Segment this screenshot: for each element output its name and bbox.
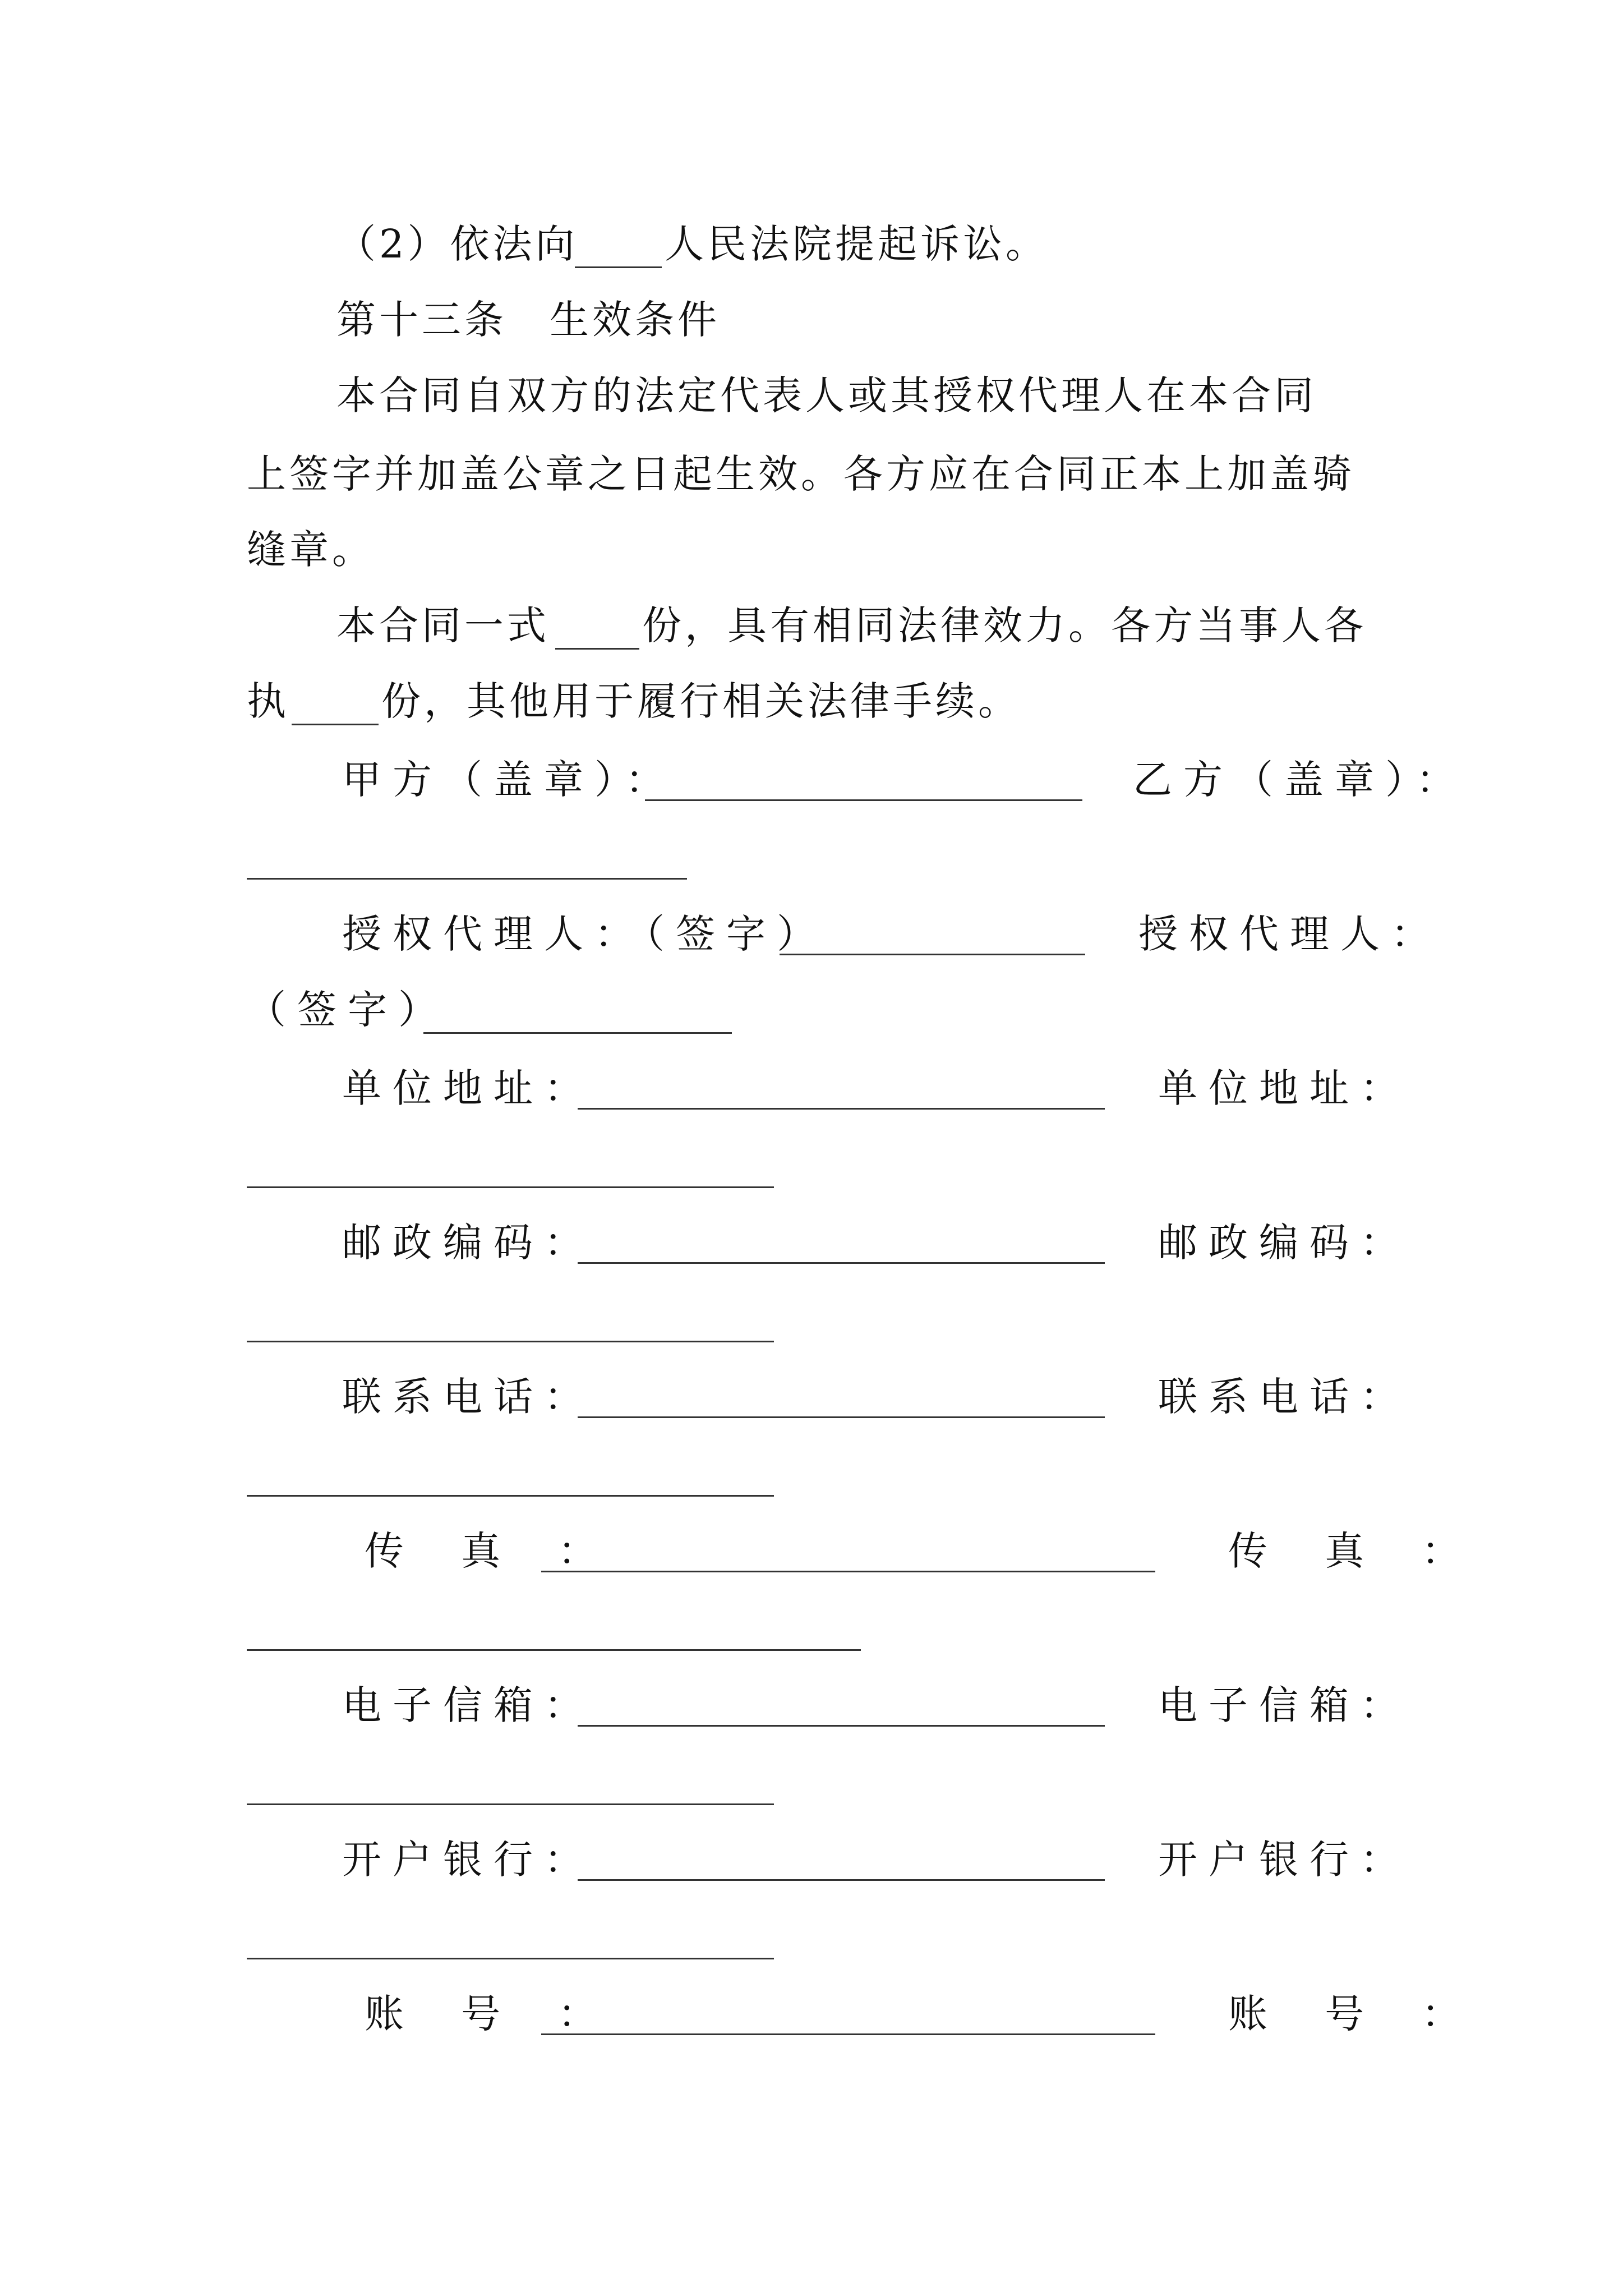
agent-b-signature-blank[interactable] [423, 1032, 732, 1034]
phone-b-label: 联系电话： [1158, 1374, 1410, 1420]
copies-each-suffix: 份，其他用于履行相关法律手续。 [381, 678, 1021, 724]
account-b-label: 账 号 ： [1228, 1991, 1483, 2037]
email-b-blank[interactable] [247, 1803, 774, 1805]
agent-a-signature-blank[interactable] [780, 954, 1085, 955]
court-name-blank [575, 266, 662, 268]
postcode-b-label: 邮政编码： [1158, 1220, 1410, 1266]
phone-a-blank[interactable] [578, 1416, 1105, 1418]
address-b-label: 单位地址： [1158, 1065, 1410, 1111]
agent-b-sign-label: （签字） [247, 987, 449, 1033]
effective-paragraph-line3: 缝章。 [247, 527, 375, 573]
fax-b-blank[interactable] [247, 1649, 861, 1651]
fax-a-label: 传 真 ： [365, 1528, 620, 1574]
effective-paragraph-line1: 本合同自双方的法定代表人或其授权代理人在本合同 [336, 372, 1317, 418]
account-a-label: 账 号 ： [365, 1991, 620, 2037]
postcode-b-blank[interactable] [247, 1341, 774, 1342]
copies-count-blank [555, 648, 639, 650]
phone-a-label: 联系电话： [342, 1374, 594, 1420]
postcode-a-blank[interactable] [578, 1262, 1105, 1264]
litigation-clause-suffix: 人民法院提起诉讼。 [665, 221, 1048, 267]
effective-paragraph-line2: 上签字并加盖公章之日起生效。各方应在合同正本上加盖骑 [247, 451, 1355, 497]
bank-b-label: 开户银行： [1158, 1837, 1410, 1883]
agent-a-label: 授权代理人：（签字） [342, 911, 827, 957]
party-a-seal-blank[interactable] [645, 799, 1082, 801]
party-a-seal-label: 甲方（盖章）： [342, 757, 676, 803]
party-b-seal-blank[interactable] [247, 878, 687, 880]
fax-b-label: 传 真 ： [1228, 1528, 1483, 1574]
litigation-clause-prefix: （2）依法向 [336, 221, 578, 267]
email-a-label: 电子信箱： [342, 1682, 594, 1728]
copies-paragraph-prefix: 本合同一式 [336, 602, 550, 648]
address-a-label: 单位地址： [342, 1065, 594, 1111]
address-a-blank[interactable] [578, 1108, 1105, 1110]
phone-b-blank[interactable] [247, 1495, 774, 1497]
copies-paragraph-suffix: 份，具有相同法律效力。各方当事人各 [642, 602, 1367, 648]
email-b-label: 电子信箱： [1158, 1682, 1410, 1728]
copies-each-prefix: 执 [247, 678, 289, 724]
address-b-blank[interactable] [247, 1186, 774, 1188]
agent-b-label: 授权代理人： [1138, 911, 1441, 957]
bank-b-blank[interactable] [247, 1958, 774, 1959]
party-b-seal-label: 乙方（盖章）： [1133, 757, 1467, 803]
article-title: 第十三条 生效条件 [336, 297, 720, 343]
copies-each-blank [292, 724, 379, 725]
email-a-blank[interactable] [578, 1725, 1105, 1727]
fax-a-blank[interactable] [541, 1571, 1155, 1572]
bank-a-label: 开户银行： [342, 1837, 594, 1883]
postcode-a-label: 邮政编码： [342, 1220, 594, 1266]
account-a-blank[interactable] [541, 2033, 1155, 2035]
bank-a-blank[interactable] [578, 1879, 1105, 1881]
